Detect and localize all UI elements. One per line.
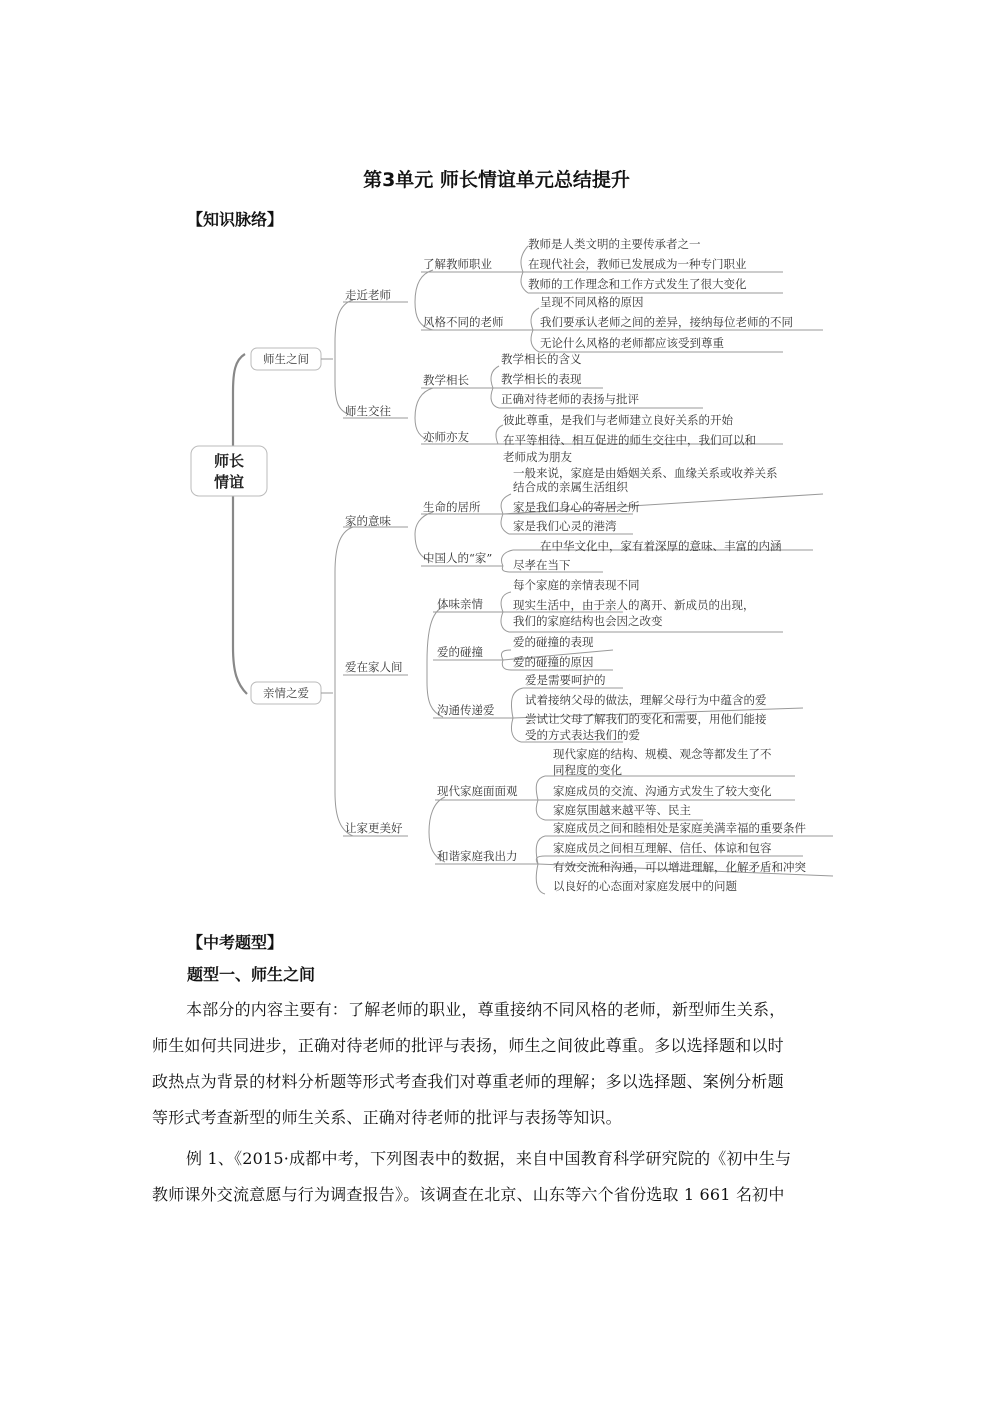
node-tiwei: 体味亲情 (437, 597, 483, 611)
leaf: 我们的家庭结构也会因之改变 (513, 614, 663, 628)
node-xiandai: 现代家庭面面观 (437, 784, 518, 798)
node-fengge: 风格不同的老师 (423, 315, 504, 329)
node-hexie: 和谐家庭我出力 (437, 849, 518, 863)
leaf: 呈现不同风格的原因 (540, 295, 644, 309)
leaf: 家庭成员的交流、沟通方式发生了较大变化 (553, 784, 772, 798)
leaf: 家是我们心灵的港湾 (513, 519, 617, 533)
node-rangjia: 让家更美好 (345, 821, 403, 835)
leaf: 尽孝在当下 (513, 558, 571, 572)
branch-qinqing: 亲情之爱 (263, 686, 309, 700)
leaf: 现实生活中，由于亲人的离开、新成员的出现， (513, 598, 755, 612)
leaf: 彼此尊重，是我们与老师建立良好关系的开始 (503, 413, 733, 427)
branch-shisheng: 师生之间 (263, 352, 309, 366)
leaf: 结合成的亲属生活组织 (513, 480, 628, 494)
leaf: 一般来说，家庭是由婚姻关系、血缘关系或收养关系 (513, 466, 778, 480)
leaf: 家庭氛围越来越平等、民主 (553, 803, 691, 817)
paragraph-line: 教师课外交流意愿与行为调查报告》。该调查在北京、山东等六个省份选取 1 661 名初中 (152, 1185, 785, 1204)
paragraph-line: 师生如何共同进步，正确对待老师的批评与表扬，师生之间彼此尊重。多以选择题和以时 (152, 1036, 784, 1055)
leaf: 试着接纳父母的做法，理解父母行为中蕴含的爱 (525, 693, 767, 707)
leaf: 在平等相待、相互促进的师生交往中，我们可以和 (503, 433, 756, 447)
leaf: 正确对待老师的表扬与批评 (501, 392, 639, 406)
leaf: 爱的碰撞的原因 (513, 655, 594, 669)
paragraph-1 (152, 992, 842, 1136)
node-aizaijiaren: 爱在家人间 (345, 660, 403, 674)
root-node (191, 446, 267, 496)
paragraph-line: 例 1、《2015·成都中考，下列图表中的数据，来自中国教育科学研究院的《初中生与 (186, 1149, 792, 1168)
leaf: 以良好的心态面对家庭发展中的问题 (553, 879, 737, 893)
type1-heading: 题型一、师生之间 (187, 965, 316, 984)
paragraph-2 (152, 1141, 842, 1213)
leaf: 有效交流和沟通，可以增进理解，化解矛盾和冲突 (553, 860, 806, 874)
node-zoujin: 走近老师 (345, 288, 391, 302)
leaf: 教师的工作理念和工作方式发生了很大变化 (528, 277, 747, 291)
leaf: 现代家庭的结构、规模、观念等都发生了不 (553, 747, 772, 761)
paragraph-line: 政热点为背景的材料分析题等形式考查我们对尊重老师的理解；多以选择题、案例分析题 (152, 1072, 784, 1091)
leaf: 在中华文化中，家有着深厚的意味、丰富的内涵 (540, 539, 782, 553)
leaf: 家是我们身心的寄居之所 (513, 500, 640, 514)
leaf: 教师是人类文明的主要传承者之一 (528, 237, 701, 251)
root-label-line1: 师长 (213, 452, 245, 470)
node-yishi: 亦师亦友 (423, 430, 469, 444)
knowledge-mind-map (183, 232, 835, 902)
node-pengzhuang: 爱的碰撞 (437, 645, 483, 659)
leaf: 家庭成员之间相互理解、信任、体谅和包容 (553, 841, 772, 855)
leaf: 每个家庭的亲情表现不同 (513, 578, 640, 592)
node-xiangzhang: 教学相长 (423, 373, 469, 387)
node-liaojie: 了解教师职业 (423, 257, 492, 271)
section-label-exam: 【中考题型】 (187, 933, 284, 952)
page-title: 第3单元 师长情谊单元总结提升 (363, 169, 630, 191)
section-label-knowledge: 【知识脉络】 (187, 210, 284, 229)
leaf: 教学相长的含义 (501, 352, 582, 366)
leaf: 爱是需要呵护的 (525, 673, 606, 687)
leaf: 在现代社会，教师已发展成为一种专门职业 (528, 257, 747, 271)
leaf: 无论什么风格的老师都应该受到尊重 (540, 336, 724, 350)
paragraph-line: 本部分的内容主要有：了解老师的职业，尊重接纳不同风格的老师，新型师生关系， (186, 1000, 786, 1019)
leaf: 老师成为朋友 (503, 450, 572, 464)
root-label-line2: 情谊 (213, 473, 245, 491)
leaf: 尝试让父母了解我们的变化和需要，用他们能接 (525, 712, 767, 726)
node-goutong: 沟通传递爱 (437, 703, 495, 717)
leaf: 同程度的变化 (553, 763, 622, 777)
node-zhongguoren: 中国人的“家” (423, 551, 493, 565)
node-jiaowang: 师生交往 (345, 404, 391, 418)
leaf: 爱的碰撞的表现 (513, 635, 594, 649)
leaf: 教学相长的表现 (501, 372, 582, 386)
root-brace (233, 354, 247, 694)
paragraph-line: 等形式考查新型的师生关系、正确对待老师的批评与表扬等知识。 (152, 1108, 622, 1127)
leaf: 家庭成员之间和睦相处是家庭美满幸福的重要条件 (553, 821, 806, 835)
leaf: 我们要承认老师之间的差异，接纳每位老师的不同 (540, 315, 793, 329)
node-shengming: 生命的居所 (423, 500, 481, 514)
node-jiadeyiwei: 家的意味 (345, 514, 391, 528)
leaf: 受的方式表达我们的爱 (525, 728, 640, 742)
